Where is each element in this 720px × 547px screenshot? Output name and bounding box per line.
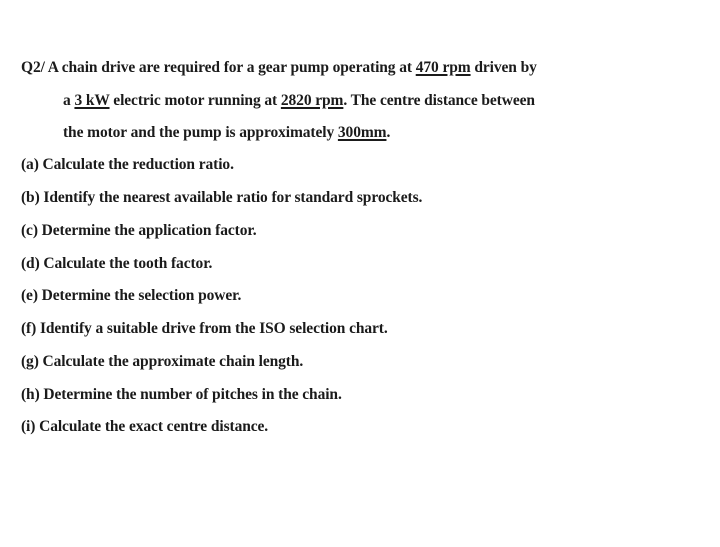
question-line-1-prefix: Q2/ A chain drive are required for a gear pump operating at (21, 59, 416, 76)
centre-distance-value: 300mm (337, 124, 387, 141)
pump-speed-value: 470 rpm (415, 59, 471, 76)
question-line-3 (63, 124, 390, 142)
question-item-e: (e) Determine the selection power. (21, 287, 242, 304)
question-line-1-suffix: driven by (470, 59, 537, 76)
question-item-g: (g) Calculate the approximate chain length. (21, 353, 304, 370)
question-item-c: (c) Determine the application factor. (21, 222, 257, 239)
question-item-f: (f) Identify a suitable drive from the ISO selection chart. (21, 320, 388, 337)
question-line-2-suffix: . The centre distance between (343, 92, 535, 109)
question-item-i: (i) Calculate the exact centre distance. (21, 418, 269, 435)
question-item-h: (h) Determine the number of pitches in the chain. (21, 386, 342, 403)
question-line-1 (21, 59, 537, 77)
question-item-b: (b) Identify the nearest available ratio for standard sprockets. (21, 189, 423, 206)
question-item-d: (d) Calculate the tooth factor. (21, 255, 213, 272)
question-line-2-middle: electric motor running at (109, 92, 281, 109)
question-line-3-prefix: the motor and the pump is approximately (63, 124, 338, 141)
question-line-2 (63, 92, 535, 110)
question-item-a: (a) Calculate the reduction ratio. (21, 156, 234, 173)
question-line-2-prefix: a (63, 92, 75, 109)
motor-speed-value: 2820 rpm (280, 92, 344, 109)
motor-power-value: 3 kW (74, 92, 110, 109)
question-line-3-suffix: . (386, 124, 391, 141)
